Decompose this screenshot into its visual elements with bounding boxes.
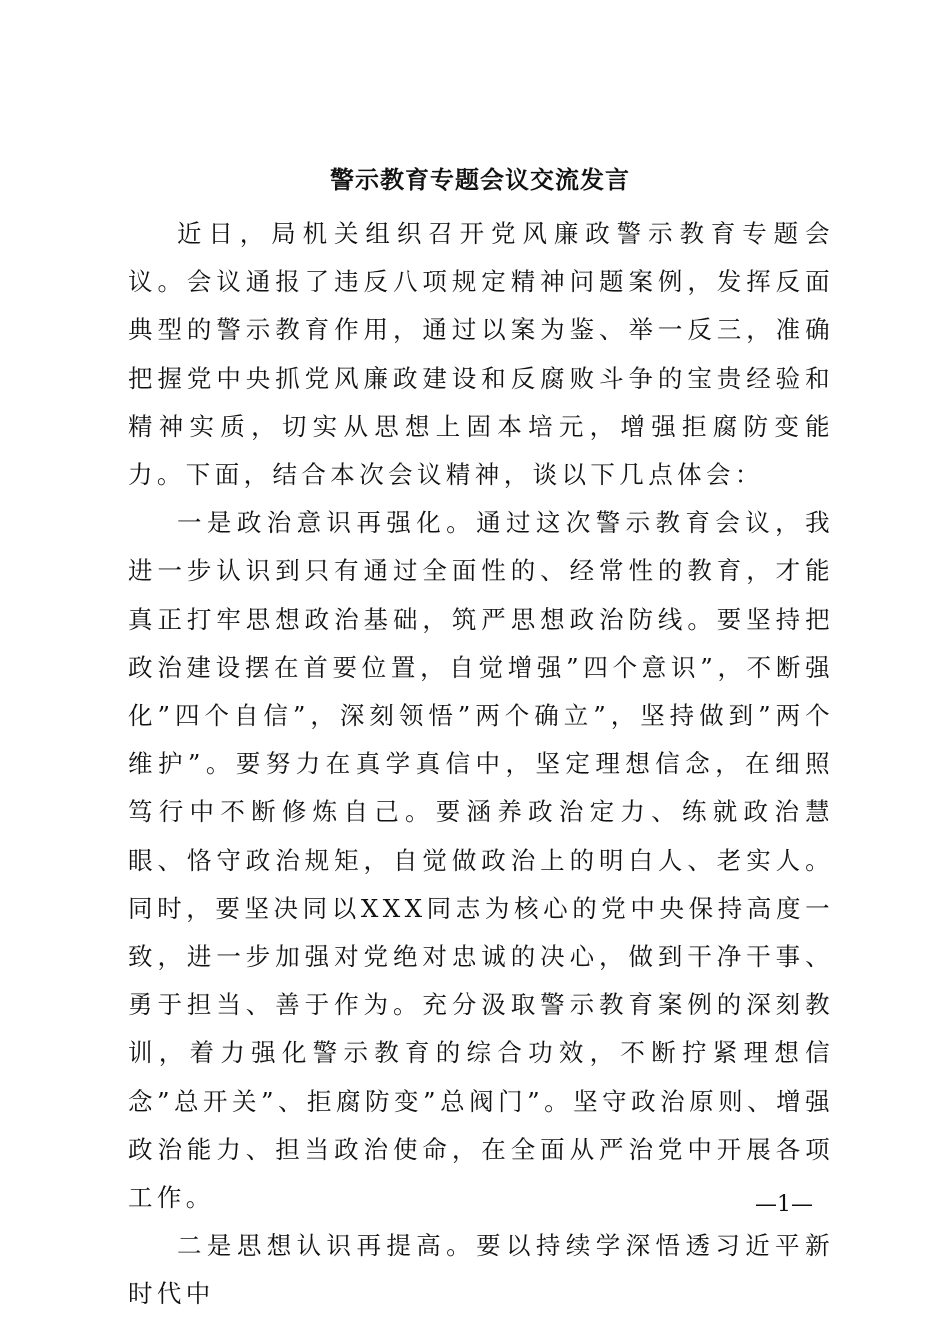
document-body [128,210,834,1319]
paragraph-intro: 近日，局机关组织召开党风廉政警示教育专题会议。会议通报了违反八项规定精神问题案例，发挥反面典型的警示教育作用，通过以案为鉴、举一反三，准确把握党中央抓党风廉政建设和反腐败斗争的宝贵经验和精神实质，切实从思想上固本培元，增强拒腐防变能力。下面，结合本次会议精神，谈以下几点体会： [128,219,834,490]
paragraph-political-awareness: 一是政治意识再强化。通过这次警示教育会议，我进一步认识到只有通过全面性的、经常性的教育，才能真正打牢思想政治基础，筑严思想政治防线。要坚持把政治建设摆在首要位置，自觉增强”四个意识”，不断强化”四个自信”，深刻领悟”两个确立”，坚持做到”两个维护”。要努力在真学真信中，坚定理想信念，在细照笃行中不断修炼自己。要涵养政治定力、练就政治慧眼、恪守政治规矩，自觉做政治上的明白人、老实人。同时，要坚决同以XXX同志为核心的党中央保持高度一致，进一步加强对党绝对忠诚的决心，做到干净干事、勇于担当、善于作为。充分汲取警示教育案例的深刻教训，着力强化警示教育的综合功效，不断拧紧理想信念”总开关”、拒腐防变”总阀门”。坚守政治原则、增强政治能力、担当政治使命，在全面从严治党中开展各项工作。 [128,508,834,1213]
paragraph-ideological-understanding: 二是思想认识再提高。要以持续学深悟透习近平新时代中 [128,1231,834,1309]
document-title: 警示教育专题会议交流发言 [330,165,630,194]
page-number: —1— [755,1192,813,1217]
